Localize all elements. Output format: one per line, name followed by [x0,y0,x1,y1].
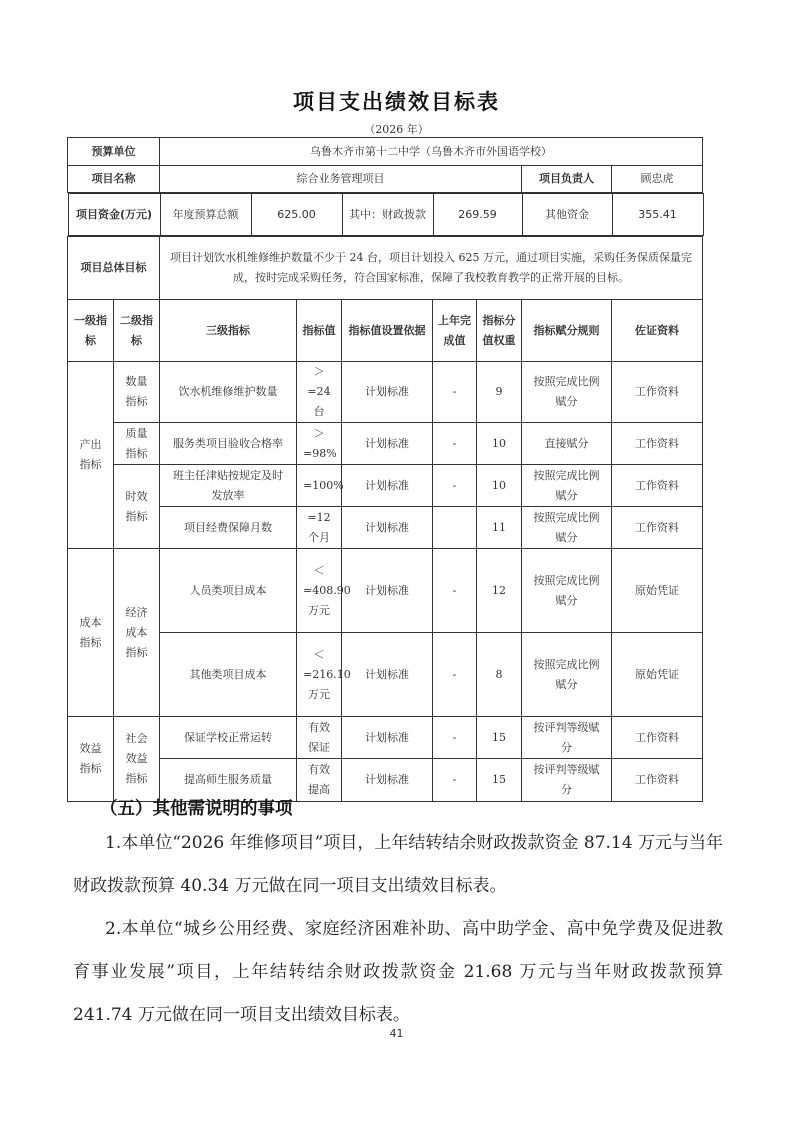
scoring-rule: 按照完成比例赋分 [522,507,612,549]
level1-indicator: 成本指标 [68,549,114,717]
indicator-value: =100% [297,465,342,507]
previous-year-value: - [433,465,477,507]
note-paragraph-1: 1.本单位“2026 年维修项目”项目，上年结转结余财政拨款资金 87.14 万元与当年财政拨款预算 40.34 万元做在同一项目支出绩效目标表。 [73,833,723,896]
evidence-material: 工作资料 [612,717,703,759]
scoring-rule: 按照完成比例赋分 [522,362,612,423]
scoring-rule: 按照完成比例赋分 [522,633,612,717]
level3-indicator: 其他类项目成本 [160,633,297,717]
note-paragraph-2: 2.本单位“城乡公用经费、家庭经济困难补助、高中助学金、高中免学费及促进教育事业发展”项目，上年结转结余财政拨款资金 21.68 万元与当年财政拨款预算 241.74 万元做在同一项目支出绩效目标表。 [73,919,723,1025]
scoring-rule: 按评判等级赋分 [522,759,612,802]
level2-indicator: 质量指标 [114,423,160,465]
indicator-value: ＜=408.90万元 [297,549,342,633]
budget-unit-row [68,138,703,166]
indicator-row [68,633,703,717]
indicator-row [68,717,703,759]
indicator-weight: 9 [477,362,522,423]
project-lead-value: 顾忠虎 [612,166,703,193]
value-basis: 计划标准 [342,633,433,717]
value-basis: 计划标准 [342,507,433,549]
annual-budget-value: 625.00 [251,194,342,236]
evidence-material: 原始凭证 [612,633,703,717]
level2-indicator: 经济成本指标 [114,549,160,717]
fiscal-value: 269.59 [433,194,522,236]
funds-label: 项目资金(万元) [68,194,160,236]
indicator-header-cell: 二级指标 [114,300,160,362]
indicator-header-cell: 指标值 [297,300,342,362]
previous-year-value: - [433,633,477,717]
overall-goal-text: 项目计划饮水机维修维护数量不少于 24 台，项目计划投入 625 万元，通过项目实施，采购任务保质保量完成，按时完成采购任务，符合国家标准，保障了我校教育教学的正常开展的目标。 [160,237,703,300]
budget-unit-label: 预算单位 [68,138,160,166]
level2-indicator: 社会效益指标 [114,717,160,802]
indicator-value: ＜=216.10万元 [297,633,342,717]
level3-indicator: 饮水机维修维护数量 [160,362,297,423]
indicator-weight: 10 [477,423,522,465]
indicator-weight: 15 [477,759,522,802]
level1-indicator: 效益指标 [68,717,114,802]
evidence-material: 原始凭证 [612,549,703,633]
indicator-weight: 10 [477,465,522,507]
previous-year-value: - [433,717,477,759]
level2-indicator: 时效指标 [114,465,160,549]
budget-unit-value: 乌鲁木齐市第十二中学（乌鲁木齐市外国语学校） [160,138,703,166]
previous-year-value: - [433,362,477,423]
indicator-header-cell: 一级指标 [68,300,114,362]
value-basis: 计划标准 [342,759,433,802]
project-name-label: 项目名称 [68,166,160,193]
page-title: 项目支出绩效目标表 [293,90,500,114]
evidence-material: 工作资料 [612,507,703,549]
overall-goal-row [68,237,703,300]
indicator-header-cell: 三级指标 [160,300,297,362]
annual-budget-label: 年度预算总额 [160,194,251,236]
project-lead-label: 项目负责人 [522,166,612,193]
evidence-material: 工作资料 [612,759,703,802]
evidence-material: 工作资料 [612,362,703,423]
indicator-header-cell: 指标赋分规则 [522,300,612,362]
other-funds-label: 其他资金 [522,194,612,236]
scoring-rule: 按照完成比例赋分 [522,465,612,507]
level3-indicator: 项目经费保障月数 [160,507,297,549]
level1-indicator: 产出指标 [68,362,114,549]
evidence-material: 工作资料 [612,423,703,465]
indicator-value: 有效保证 [297,717,342,759]
indicator-header-cell: 指标值设置依据 [342,300,433,362]
level2-indicator: 数量指标 [114,362,160,423]
funds-row-cells [68,193,703,237]
project-name-value: 综合业务管理项目 [160,166,522,193]
indicator-header-cell: 佐证资料 [612,300,703,362]
indicator-row [68,549,703,633]
level3-indicator: 提高师生服务质量 [160,759,297,802]
indicator-weight: 11 [477,507,522,549]
previous-year-value: - [433,549,477,633]
indicator-weight: 8 [477,633,522,717]
scoring-rule: 按照完成比例赋分 [522,549,612,633]
value-basis: 计划标准 [342,423,433,465]
evidence-material: 工作资料 [612,465,703,507]
level3-indicator: 人员类项目成本 [160,549,297,633]
indicator-header-cell: 上年完成值 [433,300,477,362]
indicator-value: ＞=98% [297,423,342,465]
year-label: （2026 年） [364,123,429,136]
value-basis: 计划标准 [342,362,433,423]
indicator-value: =12个月 [297,507,342,549]
indicator-row [68,507,703,549]
scoring-rule: 按评判等级赋分 [522,717,612,759]
level3-indicator: 保证学校正常运转 [160,717,297,759]
previous-year-value [433,507,477,549]
performance-target-table [67,137,703,802]
other-funds-value: 355.41 [612,194,703,236]
fiscal-label: 其中：财政拨款 [342,194,433,236]
indicator-header-row [68,300,703,362]
indicator-row [68,465,703,507]
indicator-value: 有效提高 [297,759,342,802]
section-heading: （五）其他需说明的事项 [100,799,293,819]
overall-goal-label: 项目总体目标 [68,237,160,300]
indicator-row [68,423,703,465]
value-basis: 计划标准 [342,717,433,759]
level3-indicator: 班主任津贴按规定及时发放率 [160,465,297,507]
indicator-header-cell: 指标分值权重 [477,300,522,362]
indicator-weight: 12 [477,549,522,633]
scoring-rule: 直接赋分 [522,423,612,465]
value-basis: 计划标准 [342,465,433,507]
funds-row [68,193,703,237]
project-name-row [68,166,703,193]
indicator-weight: 15 [477,717,522,759]
indicator-row [68,362,703,423]
value-basis: 计划标准 [342,549,433,633]
page-number: 41 [389,1027,404,1040]
previous-year-value: - [433,759,477,802]
previous-year-value: - [433,423,477,465]
level3-indicator: 服务类项目验收合格率 [160,423,297,465]
indicator-value: ＞=24台 [297,362,342,423]
